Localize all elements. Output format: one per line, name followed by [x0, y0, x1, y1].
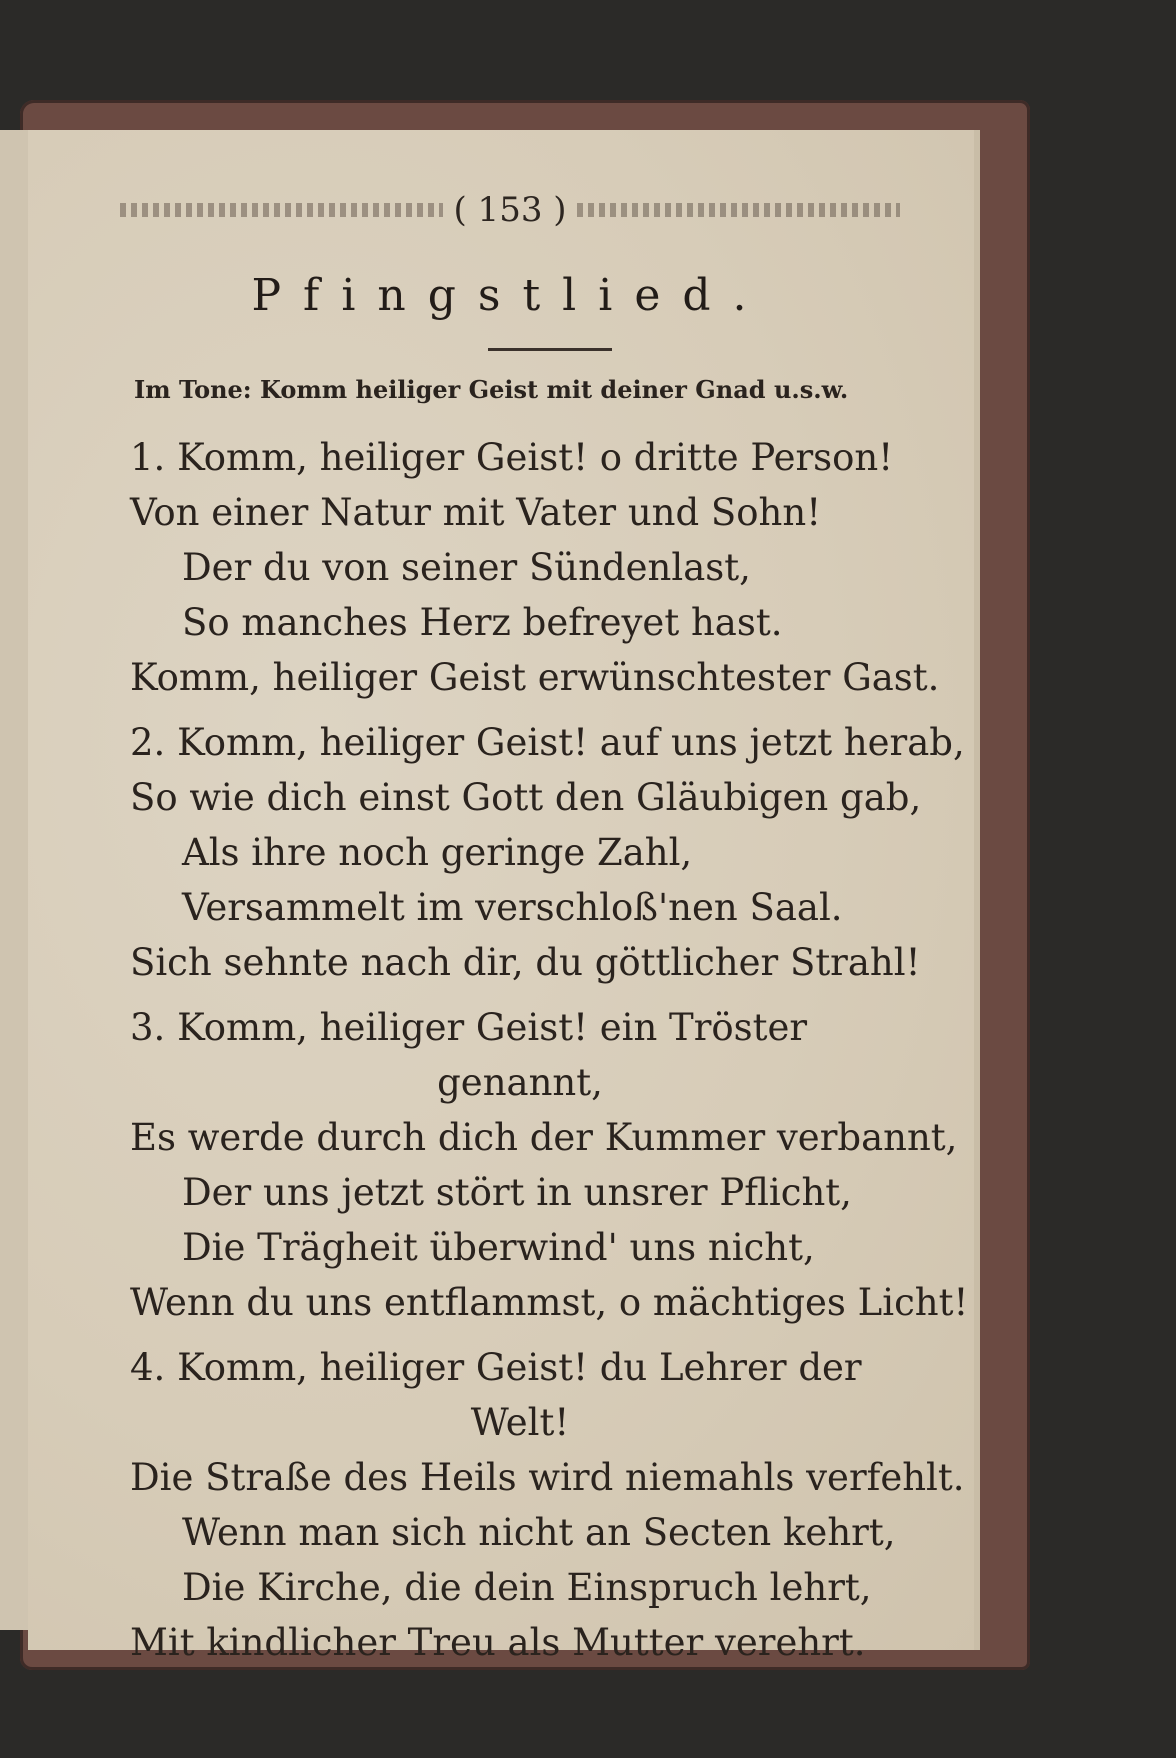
stanza-2 — [130, 715, 965, 990]
verse-line: Es werde durch dich der Kummer verbannt, — [130, 1116, 958, 1159]
verse-line: Wenn du uns entflammst, o mächtiges Licht! — [130, 1281, 969, 1324]
verse-line: genannt, — [437, 1061, 603, 1104]
verse-line: Wenn man sich nicht an Secten kehrt, — [182, 1511, 896, 1554]
title-rule — [488, 348, 612, 351]
page-header — [120, 185, 900, 235]
tune-line: Im Tone: Komm heiliger Geist mit deiner Gnad u.s.w. — [134, 375, 849, 404]
verse-line: Die Straße des Heils wird niemahls verfehlt. — [130, 1456, 965, 1499]
verse-line: Der du von seiner Sündenlast, — [182, 546, 751, 589]
verse-line: Versammelt im verschloß'nen Saal. — [182, 886, 843, 929]
verse-line: 1. Komm, heiliger Geist! o dritte Person! — [130, 436, 894, 479]
verse-line: Die Kirche, die dein Einspruch lehrt, — [182, 1566, 872, 1609]
verse-line: Welt! — [470, 1401, 570, 1444]
stanza-1 — [130, 430, 940, 705]
ornament-right — [577, 203, 900, 217]
verse-line: Von einer Natur mit Vater und Sohn! — [130, 491, 822, 534]
stanza-3 — [130, 1000, 969, 1330]
verse-line: Der uns jetzt stört in unsrer Pflicht, — [182, 1171, 852, 1214]
verse-line: 2. Komm, heiliger Geist! auf uns jetzt herab, — [130, 721, 965, 764]
verse-line: Als ihre noch geringe Zahl, — [182, 831, 693, 874]
verse-line: Die Trägheit überwind' uns nicht, — [182, 1226, 815, 1269]
verse-line: Mit kindlicher Treu als Mutter verehrt. — [130, 1621, 866, 1664]
page-number: ( 153 ) — [453, 190, 567, 230]
verse-line: 4. Komm, heiliger Geist! du Lehrer der — [130, 1346, 862, 1389]
verse-line: Komm, heiliger Geist erwünschtester Gast. — [130, 656, 940, 699]
ornament-left — [120, 203, 443, 217]
verse-line: So manches Herz befreyet hast. — [182, 601, 783, 644]
verse-line: So wie dich einst Gott den Gläubigen gab, — [130, 776, 922, 819]
hymn-title: Pfingstlied. — [251, 270, 769, 321]
previous-page-edge — [0, 130, 29, 1630]
stanza-4 — [130, 1340, 965, 1670]
verse-line: Sich sehnte nach dir, du göttlicher Strahl! — [130, 941, 921, 984]
verse-line: 3. Komm, heiliger Geist! ein Tröster — [130, 1006, 808, 1049]
hymn-stanzas — [130, 430, 969, 1680]
